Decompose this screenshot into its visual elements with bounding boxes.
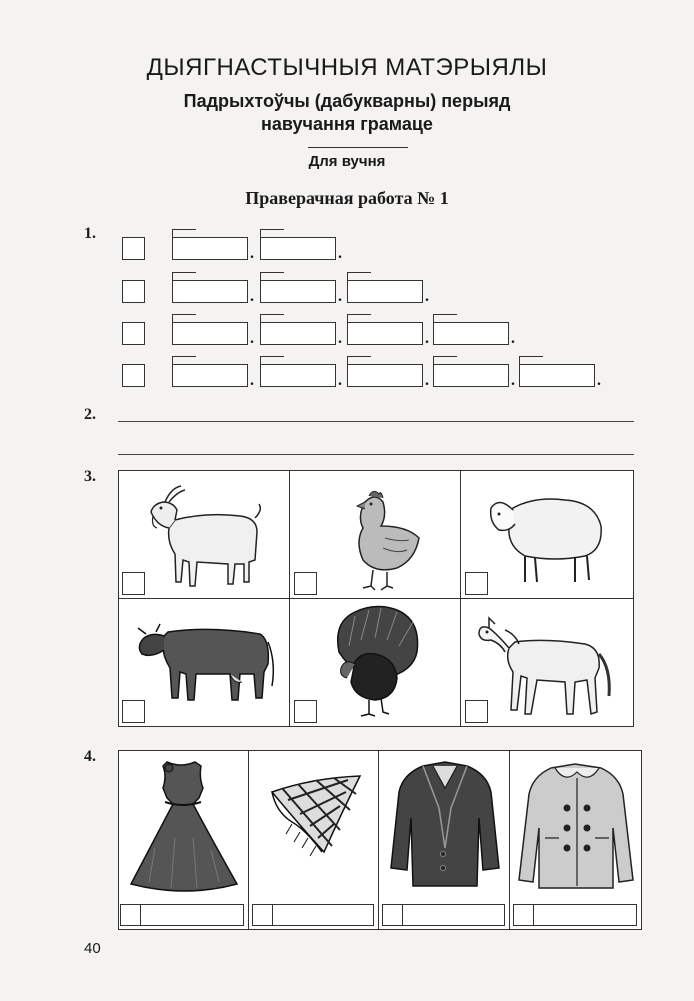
answer-square-goat[interactable]	[122, 572, 145, 595]
writing-line-1[interactable]	[118, 421, 634, 422]
page-subtitle	[0, 90, 694, 136]
answer-box-jacket[interactable]	[382, 904, 505, 926]
audience-label: Для вучня	[308, 153, 386, 170]
task-1-word-cell[interactable]	[172, 364, 248, 387]
task-1-word-cell[interactable]	[172, 322, 248, 345]
task-1-dot: .	[511, 372, 515, 389]
task-1-word-cell[interactable]	[347, 322, 423, 345]
subtitle-line-2: навучання грамаце	[261, 114, 433, 134]
coat-illustration	[515, 758, 637, 898]
dress-illustration	[125, 758, 243, 898]
task-1-dot: .	[338, 330, 342, 347]
task-1-word-cell[interactable]	[519, 364, 595, 387]
goat-illustration	[145, 482, 265, 592]
page-title: ДЫЯГНАСТЫЧНЫЯ МАТЭРЫЯЛЫ	[146, 54, 548, 81]
task-1-word-cell[interactable]	[260, 237, 336, 260]
scarf-illustration	[262, 772, 367, 872]
answer-box-dress[interactable]	[120, 904, 244, 926]
task-1-dot: .	[425, 372, 429, 389]
answer-box-scarf[interactable]	[252, 904, 374, 926]
writing-line-2[interactable]	[118, 454, 634, 455]
task-1-word-cell[interactable]	[347, 280, 423, 303]
sheep-illustration	[485, 486, 610, 586]
task-1-dot: .	[250, 245, 254, 262]
task-1-word-cell[interactable]	[172, 280, 248, 303]
task-1-word-cell[interactable]	[347, 364, 423, 387]
task-1-word-cell[interactable]	[260, 364, 336, 387]
task-1-word-cell[interactable]	[172, 237, 248, 260]
task-1-checkbox[interactable]	[122, 237, 145, 260]
answer-box-coat[interactable]	[513, 904, 637, 926]
heading-divider	[308, 147, 408, 148]
task-1-word-cell[interactable]	[433, 322, 509, 345]
task-1-dot: .	[597, 372, 601, 389]
subtitle-line-1: Падрыхтоўчы (дабукварны) перыяд	[183, 91, 511, 111]
grid-divider	[378, 750, 379, 930]
task-1-dot: .	[425, 330, 429, 347]
cow-illustration	[130, 612, 280, 712]
task-1-word-cell[interactable]	[433, 364, 509, 387]
task-1-dot: .	[250, 330, 254, 347]
answer-square-hen[interactable]	[294, 572, 317, 595]
task-1-dot: .	[425, 288, 429, 305]
jacket-illustration	[383, 758, 505, 898]
task-1-dot: .	[338, 245, 342, 262]
task-1-checkbox[interactable]	[122, 322, 145, 345]
task-1-dot: .	[250, 288, 254, 305]
task-2-number: 2.	[84, 406, 96, 423]
page-number: 40	[84, 940, 101, 957]
grid-divider	[248, 750, 249, 930]
task-3-number: 3.	[84, 468, 96, 485]
task-4-number: 4.	[84, 748, 96, 765]
task-1-dot: .	[338, 372, 342, 389]
grid-divider	[509, 750, 510, 930]
answer-square-turkey[interactable]	[294, 700, 317, 723]
task-1-number: 1.	[84, 225, 96, 242]
work-title: Праверачная работа № 1	[245, 188, 449, 208]
task-1-dot: .	[250, 372, 254, 389]
task-1-checkbox[interactable]	[122, 364, 145, 387]
grid-divider	[118, 598, 634, 599]
task-1-checkbox[interactable]	[122, 280, 145, 303]
task-1-dot: .	[511, 330, 515, 347]
hen-illustration	[335, 482, 425, 592]
task-1-dot: .	[338, 288, 342, 305]
task-1-word-cell[interactable]	[260, 280, 336, 303]
task-1-word-cell[interactable]	[260, 322, 336, 345]
turkey-illustration	[325, 602, 425, 718]
horse-illustration	[475, 604, 615, 720]
